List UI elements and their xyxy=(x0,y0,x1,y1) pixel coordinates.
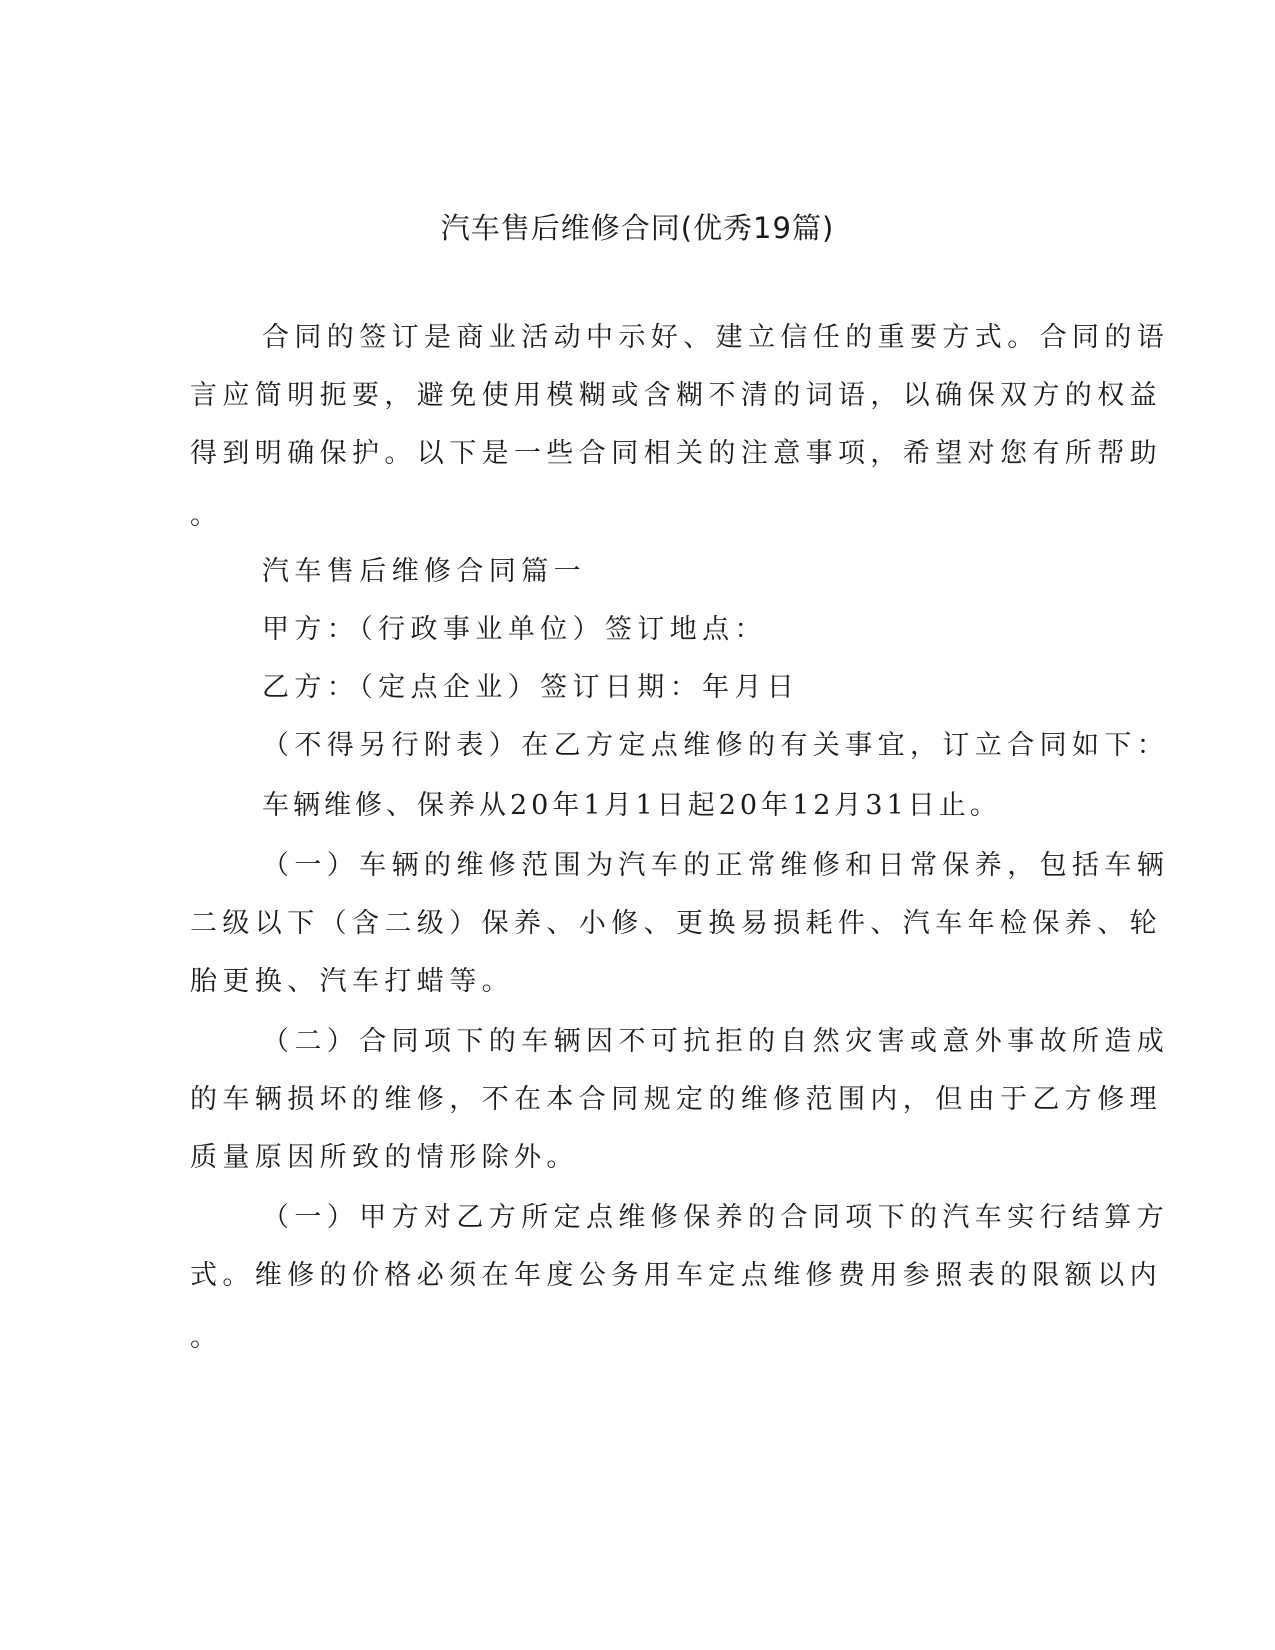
scope-line-2: 二级以下（含二级）保养、小修、更换易损耗件、汽车年检保养、轮 xyxy=(190,908,1162,939)
party-b-line: 乙方：（定点企业）签订日期：年月日 xyxy=(262,672,800,703)
settlement-line-2: 式。维修的价格必须在年度公务用车定点维修费用参照表的限额以内 xyxy=(190,1260,1162,1291)
scope-line-3: 胎更换、汽车打蜡等。 xyxy=(190,966,514,997)
preamble-line: （不得另行附表）在乙方定点维修的有关事宜，订立合同如下： xyxy=(262,730,1170,761)
intro-line-3: 得到明确保护。以下是一些合同相关的注意事项，希望对您有所帮助 xyxy=(190,438,1162,469)
party-a-line: 甲方：（行政事业单位）签订地点： xyxy=(262,614,767,645)
section-heading: 汽车售后维修合同篇一 xyxy=(262,556,586,587)
term-line: 车辆维修、保养从20年1月1日起20年12月31日止。 xyxy=(262,790,1001,821)
settlement-line-3: 。 xyxy=(190,1322,223,1353)
exclusion-line-3: 质量原因所致的情形除外。 xyxy=(190,1142,579,1173)
settlement-line-1: （一）甲方对乙方所定点维修保养的合同项下的汽车实行结算方 xyxy=(262,1202,1170,1233)
intro-line-4: 。 xyxy=(190,500,223,531)
scope-line-1: （一）车辆的维修范围为汽车的正常维修和日常保养，包括车辆 xyxy=(262,850,1170,881)
exclusion-line-2: 的车辆损坏的维修，不在本合同规定的维修范围内，但由于乙方修理 xyxy=(190,1084,1162,1115)
document-title: 汽车售后维修合同(优秀19篇) xyxy=(440,211,835,245)
intro-line-2: 言应简明扼要，避免使用模糊或含糊不清的词语，以确保双方的权益 xyxy=(190,380,1162,411)
exclusion-line-1: （二）合同项下的车辆因不可抗拒的自然灾害或意外事故所造成 xyxy=(262,1026,1170,1057)
intro-line-1: 合同的签订是商业活动中示好、建立信任的重要方式。合同的语 xyxy=(262,322,1170,353)
